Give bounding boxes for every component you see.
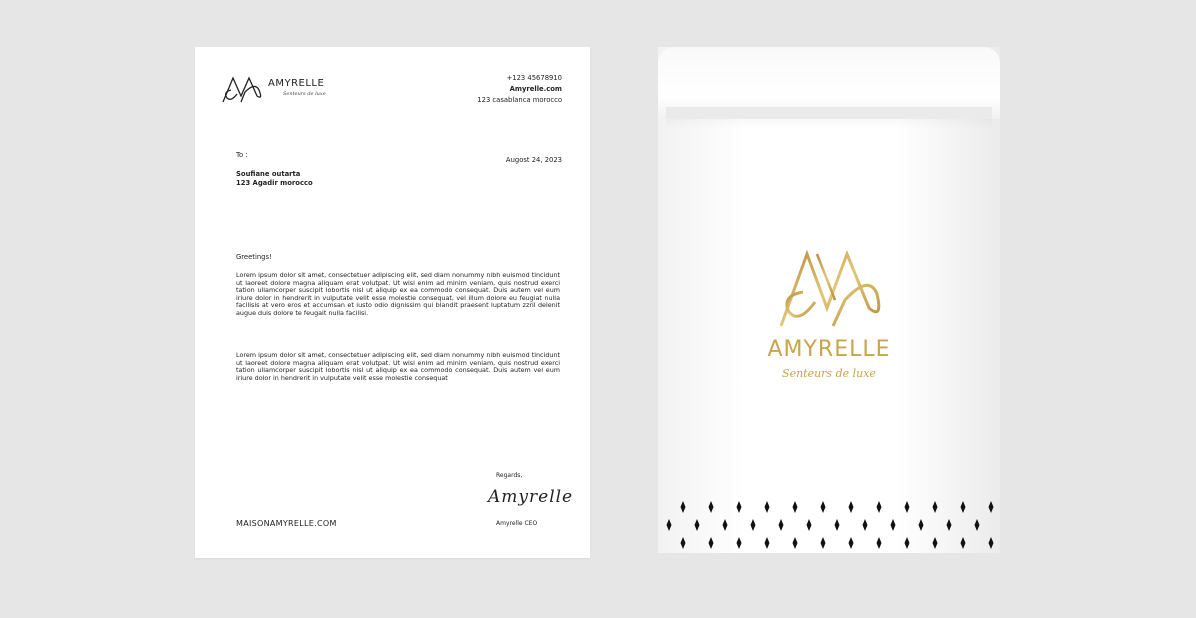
diamond-icon bbox=[779, 519, 784, 531]
diamond-pattern bbox=[658, 495, 1000, 553]
brand-tagline: Senteurs de luxe bbox=[283, 91, 326, 97]
regards-label: Regards, bbox=[496, 472, 523, 479]
diamond-icon bbox=[821, 537, 826, 549]
diamond-icon bbox=[751, 519, 756, 531]
envelope-flap-shadow bbox=[666, 107, 992, 129]
diamond-icon bbox=[905, 501, 910, 513]
diamond-icon bbox=[933, 501, 938, 513]
diamond-icon bbox=[989, 537, 994, 549]
diamond-icon bbox=[667, 519, 672, 531]
diamond-icon bbox=[681, 537, 686, 549]
recipient-address: 123 Agadir morocco bbox=[236, 179, 313, 187]
diamond-icon bbox=[709, 537, 714, 549]
diamond-icon bbox=[961, 537, 966, 549]
greeting: Greetings! bbox=[236, 253, 272, 261]
signature-role: Amyrelle CEO bbox=[496, 520, 538, 527]
contact-block bbox=[477, 73, 562, 106]
recipient-name: Soufiane outarta bbox=[236, 170, 301, 178]
diamond-icon bbox=[821, 501, 826, 513]
diamond-icon bbox=[877, 501, 882, 513]
envelope-brand-name: AMYRELLE bbox=[767, 337, 891, 362]
diamond-icon bbox=[709, 501, 714, 513]
amyrelle-logo-icon bbox=[221, 74, 265, 104]
diamond-icon bbox=[681, 501, 686, 513]
diamond-icon bbox=[947, 519, 952, 531]
diamond-icon bbox=[863, 519, 868, 531]
diamond-icon bbox=[891, 519, 896, 531]
envelope bbox=[658, 47, 1000, 553]
brand-name: AMYRELLE bbox=[268, 78, 325, 89]
diamond-icon bbox=[835, 519, 840, 531]
diamond-icon bbox=[793, 501, 798, 513]
diamond-icon bbox=[961, 501, 966, 513]
diamond-icon bbox=[765, 537, 770, 549]
diamond-icon bbox=[723, 519, 728, 531]
contact-phone: +123 45678910 bbox=[506, 74, 562, 82]
diamond-icon bbox=[695, 519, 700, 531]
diamond-icon bbox=[905, 537, 910, 549]
amyrelle-logo-icon bbox=[775, 250, 887, 330]
footer-website: MAISONAMYRELLE.COM bbox=[236, 519, 337, 528]
signature: Amyrelle bbox=[488, 487, 574, 507]
diamond-icon bbox=[877, 537, 882, 549]
diamond-icon bbox=[737, 537, 742, 549]
diamond-icon bbox=[989, 501, 994, 513]
diamond-icon bbox=[919, 519, 924, 531]
contact-address: 123 casablanca morocco bbox=[477, 96, 562, 104]
diamond-icon bbox=[975, 519, 980, 531]
diamond-icon bbox=[765, 501, 770, 513]
diamond-icon bbox=[793, 537, 798, 549]
diamond-icon bbox=[933, 537, 938, 549]
contact-website: Amyrelle.com bbox=[509, 85, 562, 93]
envelope-brand-tagline: Senteurs de luxe bbox=[782, 367, 876, 380]
body-paragraph: Lorem ipsum dolor sit amet, consectetuer adipiscing elit, sed diam nonummy nibh euismod tincidunt ut laoreet dolore magna aliquam erat volutpat. Ut wisi enim ad minim veniam, quis nostrud exerci tation ullamcorper suscipit lobortis nisl ut aliquip ex ea commodo consequat. Duis autem vel eum iriure dolor in hendrerit in vulputate velit esse molestie consequat, vel illum dolore eu feugiat nulla facilisis at vero eros et accumsan et iusto odio dignissim qui blandit praesent luptatum zzril delenit augue duis dolore te feugait nulla facilisi. bbox=[236, 271, 560, 317]
diamond-icon bbox=[807, 519, 812, 531]
letter-date: Augost 24, 2023 bbox=[505, 156, 562, 164]
diamond-icon bbox=[849, 501, 854, 513]
to-label: To : bbox=[236, 151, 248, 159]
recipient-block bbox=[236, 170, 313, 188]
diamond-icon bbox=[849, 537, 854, 549]
diamond-icon bbox=[737, 501, 742, 513]
body-paragraph: Lorem ipsum dolor sit amet, consectetuer adipiscing elit, sed diam nonummy nibh euismod tincidunt ut laoreet dolore magna aliquam erat volutpat. Ut wisi enim ad minim veniam, quis nostrud exerci tation ullamcorper suscipit lobortis nisl ut aliquip ex ea commodo consequat. Duis autem vel eum iriure dolor in hendrerit in vulputate velit esse molestie consequat bbox=[236, 351, 560, 382]
letterhead-page bbox=[195, 47, 590, 558]
